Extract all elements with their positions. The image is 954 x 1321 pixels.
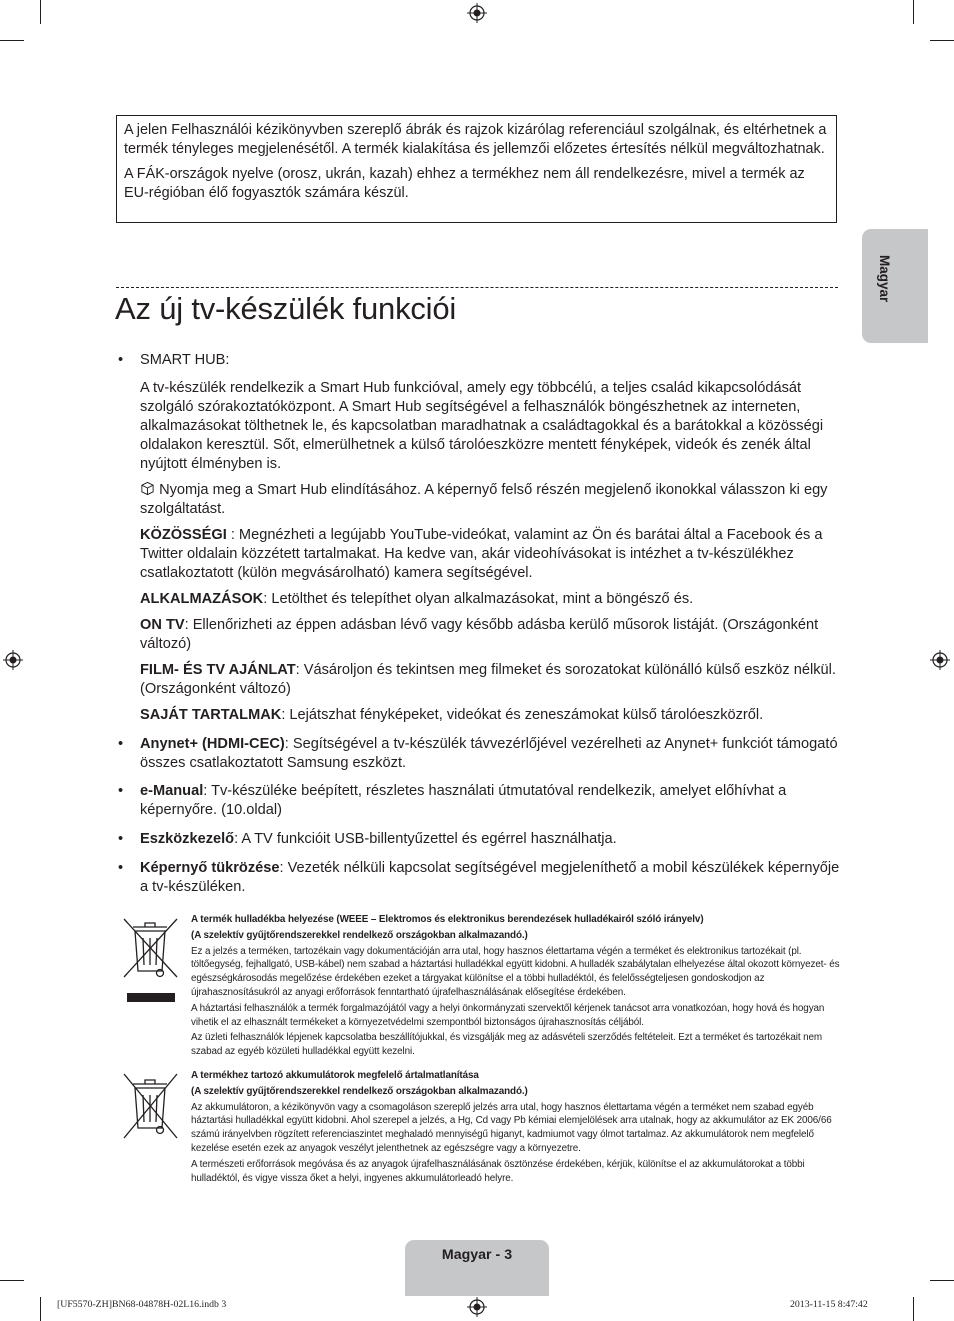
smart-hub-cube-icon bbox=[140, 481, 155, 496]
bullet: • bbox=[118, 736, 124, 752]
apps-text: : Letölthet és telepíthet olyan alkalmazásokat, mint a böngésző és. bbox=[263, 591, 694, 607]
cis-language-note: A FÁK-országok nyelve (orosz, ukrán, kazah) ehhez a termékhez nem áll rendelkezésre, mivel a termék az EU-régióban élő fogyasztók számára készül. bbox=[124, 166, 805, 201]
crop-mark bbox=[40, 0, 41, 24]
disclaimer-box bbox=[116, 115, 837, 223]
crossed-out-battery-bin-icon bbox=[121, 1070, 181, 1150]
registration-mark-icon bbox=[467, 3, 487, 23]
bullet: • bbox=[118, 352, 124, 368]
smart-hub-intro: A tv-készülék rendelkezik a Smart Hub funkcióval, amely egy többcélú, a teljes család kikapcsolódását szolgáló szórakoztatóközpont. A Smart Hub segítségével a felhasználók böngészhetnek az interneten, alkalmazásokat tölthetnek le, és kapcsolatban maradhatnak a családtagokkal és a barátokkal a közösségi oldalakon keresztül. Sőt, elmerülhetnek a külső tárolóeszközre mentett fényképek, videók és zenék által nyújtott élményben is. bbox=[140, 380, 824, 472]
battery-text: A természeti erőforrások megóvása és az anyagok újrafelhasználásának ösztönzése érdekében, kérjük, különítse el az akkumulátorokat a többi hulladéktól, és vigye vissza őket a helyi, ingyenes akkumulátorleadó helyre. bbox=[191, 1158, 805, 1184]
list-item-device-manager bbox=[116, 830, 842, 849]
device-manager-text: : A TV funkcióit USB-billentyűzettel és egérrel használhatja. bbox=[234, 831, 617, 847]
bullet: • bbox=[118, 783, 124, 799]
list-item-screen-mirroring bbox=[116, 859, 842, 897]
emanual-title: e-Manual bbox=[140, 783, 204, 799]
list-item-smart-hub bbox=[116, 351, 842, 725]
battery-section bbox=[191, 1069, 841, 1185]
film-label: FILM- ÉS TV AJÁNLAT bbox=[140, 662, 296, 678]
print-file-info: [UF5570-ZH]BN68-04878H-02L16.indb 3 bbox=[57, 1299, 227, 1310]
screen-mirroring-title: Képernyő tükrözése bbox=[140, 860, 280, 876]
own-content-text: : Lejátszhat fényképeket, videókat és zeneszámokat külső tárolóeszközről. bbox=[281, 707, 764, 723]
social-text: : Megnézheti a legújabb YouTube-videókat, valamint az Ön és barátai által a Facebook és a Twitter oldalain közzétett tartalmakat. Ha kedve van, akár videohívásokat is intézhet a tv-készülékhez csatlakoztatott (külön megvásárolható) kamera segítségével. bbox=[140, 527, 823, 581]
dashed-divider bbox=[116, 287, 838, 288]
smart-hub-press-text: Nyomja meg a Smart Hub elindításához. A képernyő felső részén megjelenő ikonokkal válasszon ki egy szolgáltatást. bbox=[140, 482, 828, 517]
page-number-tab bbox=[405, 1240, 549, 1296]
device-manager-title: Eszközkezelő bbox=[140, 831, 235, 847]
crop-mark bbox=[0, 1280, 24, 1281]
weee-text: Ez a jelzés a terméken, tartozékain vagy dokumentációján arra utal, hogy hasznos élettartama végén a terméket és elektronikus tartozékait (pl. töltőegység, fejhallgató, USB-kábel) nem szabad a háztartási hulladékkal együtt kidobni. A hulladék szabálytalan elhelyezése által okozott környezet- és egészségkárosodás megelőzése érdekében ezeket a tárgyakat különítse el a többi hulladéktól, és felelősségteljesen gondoskodjon az újrahasznosításukról az anyagi erőforrások fenntartható újrafelhasználásának elősegítése érdekében. bbox=[191, 945, 840, 998]
crop-mark bbox=[930, 1280, 954, 1281]
crop-mark bbox=[40, 1297, 41, 1321]
weee-text: A háztartási felhasználók a termék forgalmazójától vagy a helyi önkormányzati szervektől kérjenek tanácsot arra vonatkozóan, hogy hová és hogyan vihetik el az elhasznált termékeket a környezetvédelmi szempontból biztonságos újrahasznosítás céljából. bbox=[191, 1002, 825, 1028]
weee-text: Az üzleti felhasználók lépjenek kapcsolatba beszállítójukkal, és vizsgálják meg az adásvételi szerződés feltételeit. Ezt a terméket és tartozékait nem szabad az egyéb közületi hulladékkal együtt kezelni. bbox=[191, 1032, 823, 1058]
page-title: Az új tv-készülék funkciói bbox=[115, 291, 457, 326]
registration-mark-icon bbox=[930, 650, 950, 670]
battery-subtitle: (A szelektív gyűjtőrendszerekkel rendelkező országokban alkalmazandó.) bbox=[191, 1085, 528, 1097]
ontv-label: ON TV bbox=[140, 617, 185, 633]
feature-list bbox=[116, 351, 842, 897]
apps-label: ALKALMAZÁSOK bbox=[140, 591, 264, 607]
page-number: Magyar - 3 bbox=[441, 1247, 513, 1263]
crop-mark bbox=[913, 0, 914, 24]
weee-subtitle: (A szelektív gyűjtőrendszerekkel rendelkező országokban alkalmazandó.) bbox=[191, 929, 528, 941]
bullet: • bbox=[118, 831, 124, 847]
bullet: • bbox=[118, 860, 124, 876]
smart-hub-title: SMART HUB bbox=[140, 352, 226, 368]
crop-mark bbox=[0, 40, 24, 41]
own-content-label: SAJÁT TARTALMAK bbox=[140, 707, 282, 723]
crop-mark bbox=[930, 40, 954, 41]
battery-text: Az akkumulátoron, a kézikönyvön vagy a csomagoláson szereplő jelzés arra utal, hogy hasznos élettartama végén a terméket nem szabad egyéb háztartási hulladékkal együtt kidobni. Ahol szerepel a jelzés, a Hg, Cd vagy Pb kémiai elemjelölések arra utalnak, hogy az akkumulátor az EK 2006/66 számú irányelvben rögzített referenciaszintet meghaladó mennyiségű higanyt, kadmiumot vagy ólmot tartalmaz. Az akkumulátorok nem megfelelő kezelése esetén ezek az anyagok veszélyt jelenthetnek az egészségre vagy a környezetre. bbox=[191, 1101, 832, 1154]
weee-section bbox=[191, 913, 841, 1059]
crossed-out-wheelie-bin-icon bbox=[121, 913, 181, 1008]
social-label: KÖZÖSSÉGI bbox=[140, 527, 227, 543]
anynet-text: : Segítségével a tv-készülék távvezérlőjével vezérelheti az Anynet+ funkciót támogató összes csatlakoztatott Samsung eszközt. bbox=[140, 736, 838, 771]
disclaimer-text: A jelen Felhasználói kézikönyvben szereplő ábrák és rajzok kizárólag referenciául szolgálnak, és eltérhetnek a termék tényleges megjelenésétől. A termék kialakítása és jellemzői előzetes értesítés nélkül megváltozhatnak. bbox=[124, 122, 827, 157]
language-side-tab-label: Magyar bbox=[877, 255, 892, 303]
list-item-anynet bbox=[116, 735, 842, 773]
registration-mark-icon bbox=[467, 1297, 487, 1317]
colon: : bbox=[225, 352, 230, 368]
anynet-title: Anynet+ (HDMI-CEC) bbox=[140, 736, 285, 752]
screen-mirroring-text: : Vezeték nélküli kapcsolat segítségével megjeleníthető a mobil készülékek képernyője a tv-készüléken. bbox=[140, 860, 840, 895]
film-text: : Vásároljon és tekintsen meg filmeket és sorozatokat különálló külső eszköz nélkül. (Országonként változó) bbox=[140, 662, 836, 697]
ontv-text: : Ellenőrizheti az éppen adásban lévő vagy később adásba kerülő műsorok listáját. (Országonként változó) bbox=[140, 617, 819, 652]
emanual-text: : Tv-készüléke beépített, részletes használati útmutatóval rendelkezik, amelyet előhívhat a képernyőre. (10.oldal) bbox=[140, 783, 787, 818]
crop-mark bbox=[913, 1297, 914, 1321]
list-item-emanual bbox=[116, 782, 842, 820]
registration-mark-icon bbox=[3, 650, 23, 670]
language-side-tab bbox=[862, 229, 928, 343]
print-timestamp: 2013-11-15 8:47:42 bbox=[790, 1299, 868, 1310]
battery-title: A termékhez tartozó akkumulátorok megfelelő ártalmatlanítása bbox=[191, 1070, 479, 1081]
weee-title: A termék hulladékba helyezése (WEEE – Elektromos és elektronikus berendezések hulladékairól szóló irányelv) bbox=[191, 914, 704, 925]
